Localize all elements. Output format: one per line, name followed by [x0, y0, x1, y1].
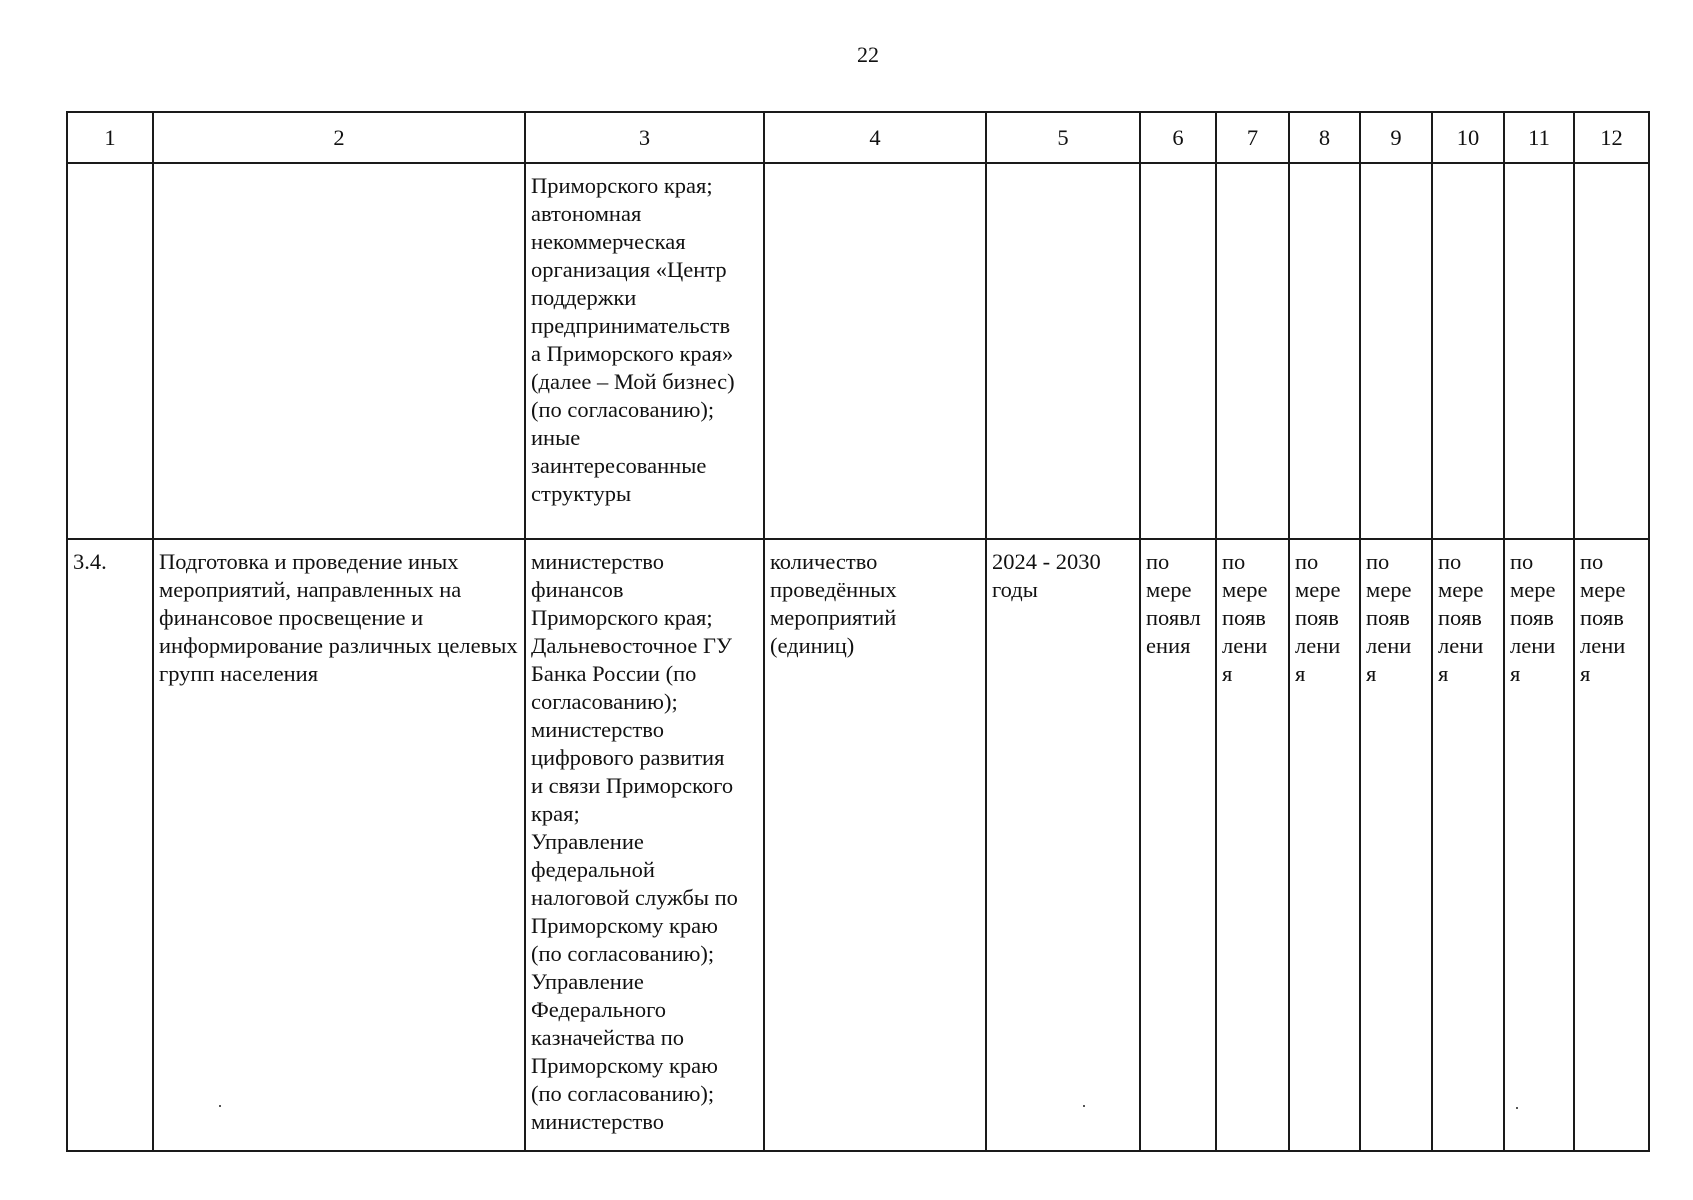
- scan-speck: [1516, 1107, 1518, 1109]
- cell-item-col11: по мере появ лени я: [1504, 539, 1574, 1151]
- table-row-3-4: [67, 539, 1649, 1151]
- column-number-12: 12: [1574, 112, 1649, 163]
- cell-item-col6: по мере появл ения: [1140, 539, 1216, 1151]
- cell-item-col7: по мере появ лени я: [1216, 539, 1289, 1151]
- column-number-9: 9: [1360, 112, 1432, 163]
- column-number-8: 8: [1289, 112, 1360, 163]
- cell-item-period: 2024 - 2030 годы: [986, 539, 1140, 1151]
- cell-item-indicator: количество проведённых мероприятий (единиц): [764, 539, 986, 1151]
- cell-item-col9: по мере появ лени я: [1360, 539, 1432, 1151]
- table-row-continuation: [67, 163, 1649, 539]
- cell-continuation-col7: [1216, 163, 1289, 539]
- cell-item-col8: по мере появ лени я: [1289, 539, 1360, 1151]
- column-number-5: 5: [986, 112, 1140, 163]
- column-number-11: 11: [1504, 112, 1574, 163]
- cell-continuation-col11: [1504, 163, 1574, 539]
- cell-item-name: Подготовка и проведение иных мероприятий, направленных на финансовое просвещение и информирование различных целевых групп населения: [153, 539, 525, 1151]
- cell-continuation-col8: [1289, 163, 1360, 539]
- cell-continuation-number: [67, 163, 153, 539]
- scan-speck: [219, 1105, 221, 1107]
- column-number-7: 7: [1216, 112, 1289, 163]
- cell-continuation-indicator: [764, 163, 986, 539]
- cell-continuation-name: [153, 163, 525, 539]
- action-plan-table: [66, 111, 1650, 1152]
- column-number-10: 10: [1432, 112, 1504, 163]
- cell-continuation-col12: [1574, 163, 1649, 539]
- column-number-1: 1: [67, 112, 153, 163]
- column-number-4: 4: [764, 112, 986, 163]
- cell-item-executors: министерство финансов Приморского края; Дальневосточное ГУ Банка России (по согласованию); министерство цифрового развития и связи Приморского края; Управление федеральной налоговой службы по Приморскому краю (по согласованию); Управление Федерального казначейства по Приморскому краю (по согласованию); министерство: [525, 539, 764, 1151]
- cell-item-col12: по мере появ лени я: [1574, 539, 1649, 1151]
- page-number: 22: [857, 42, 879, 67]
- cell-continuation-col6: [1140, 163, 1216, 539]
- cell-continuation-col10: [1432, 163, 1504, 539]
- cell-continuation-col9: [1360, 163, 1432, 539]
- table-header-row: [67, 112, 1649, 163]
- column-number-2: 2: [153, 112, 525, 163]
- column-number-3: 3: [525, 112, 764, 163]
- scan-speck: [1083, 1105, 1085, 1107]
- cell-continuation-period: [986, 163, 1140, 539]
- cell-continuation-executors: Приморского края; автономная некоммерческая организация «Центр поддержки предпринимательств а Приморского края» (далее – Мой бизнес) (по согласованию); иные заинтересованные структуры: [525, 163, 764, 539]
- cell-item-col10: по мере появ лени я: [1432, 539, 1504, 1151]
- cell-item-number: 3.4.: [67, 539, 153, 1151]
- column-number-6: 6: [1140, 112, 1216, 163]
